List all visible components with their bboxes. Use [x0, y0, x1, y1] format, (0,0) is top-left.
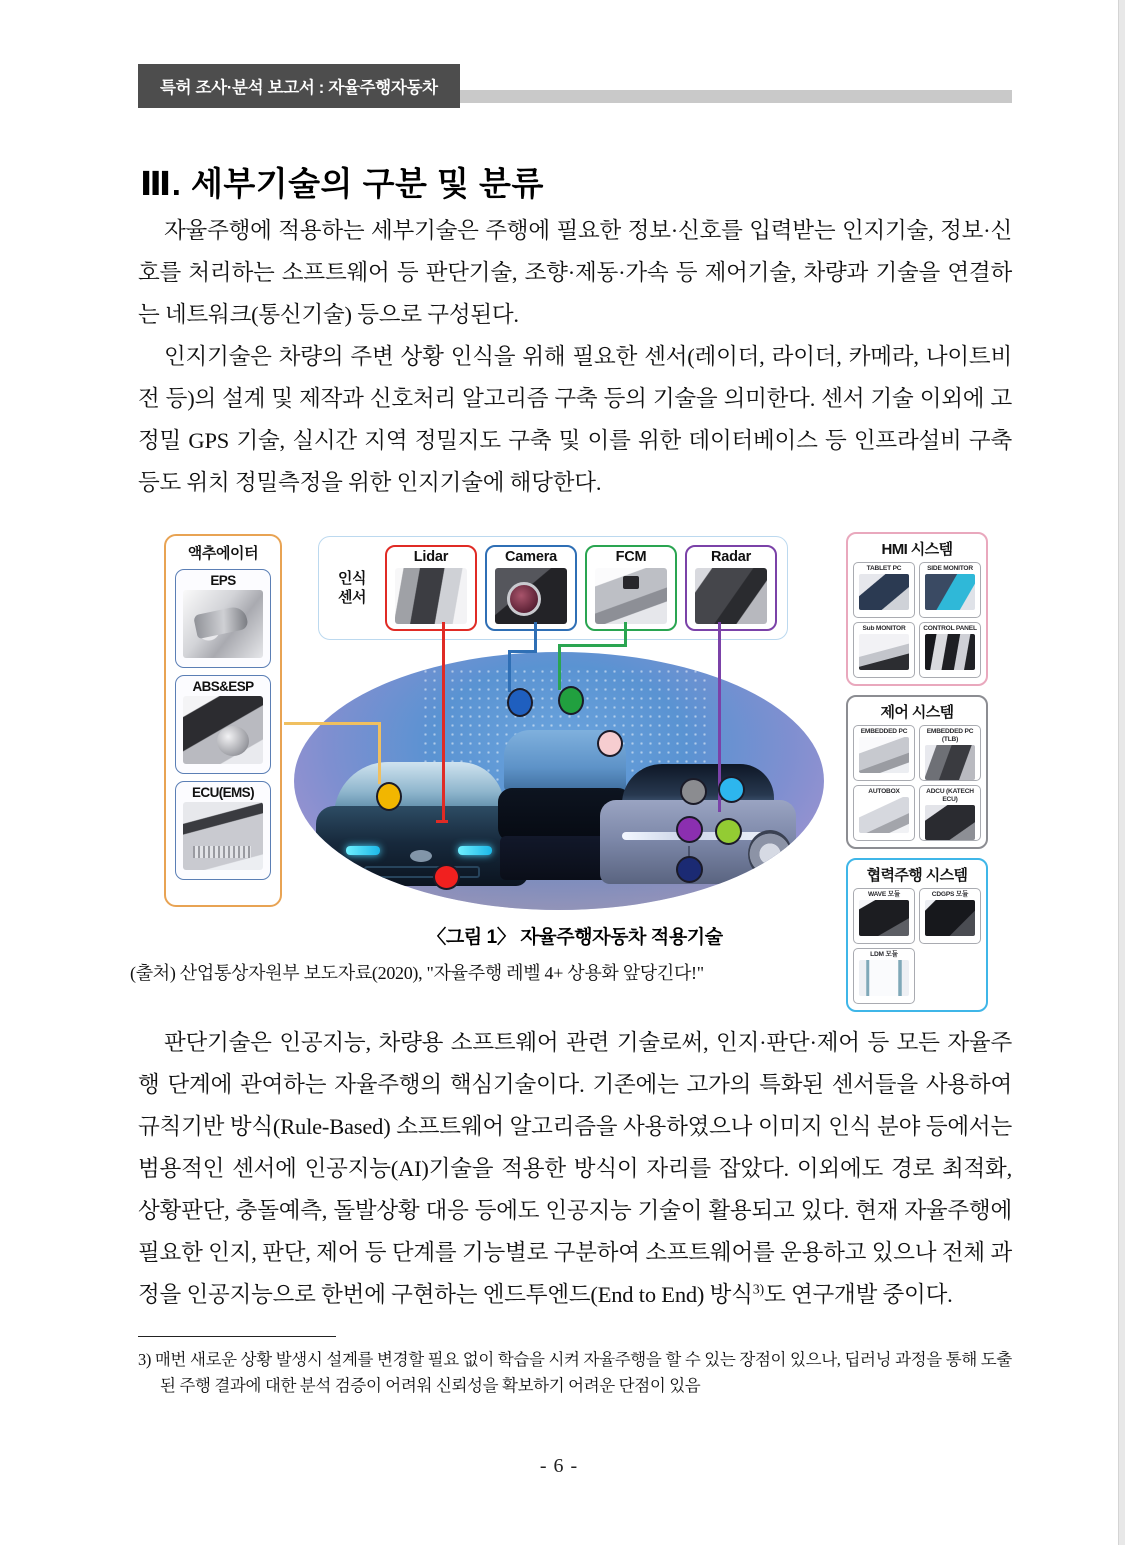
cell-label: AUTOBOX	[868, 788, 900, 795]
cell-label: EMBEDDED PC (TLB)	[926, 728, 974, 743]
sensors-label-line-2: 센서	[338, 589, 366, 606]
figure-1-source: (출처) 산업통상자원부 보도자료(2020), "자율주행 레벨 4+ 상용화 앞당긴다!"	[130, 963, 704, 983]
radar-photo-icon	[695, 568, 767, 624]
ecu-ems-photo-icon	[183, 802, 263, 870]
panel-recognition-sensors-label	[319, 569, 385, 607]
marker-dot-actuator	[376, 782, 402, 811]
marker-dot-fcm	[558, 686, 584, 715]
cell-label: TABLET PC	[866, 565, 902, 572]
panel-hmi-cells	[853, 562, 981, 678]
page-number: - 6 -	[539, 1455, 579, 1477]
eps-photo-icon	[183, 590, 263, 658]
panel-actuator	[164, 534, 282, 907]
fcm-photo-icon	[595, 568, 667, 624]
leader-line-lidar-elbow	[436, 820, 448, 823]
sensor-label: Camera	[505, 549, 557, 565]
control-cell-adcu	[919, 785, 981, 841]
paragraph-3-text-part-1: 판단기술은 인공지능, 차량용 소프트웨어 관련 기술로써, 인지·판단·제어 등 모든 자율주행 단계에 관여하는 자율주행의 핵심기술이다. 기존에는 고가의 특화된 센서들을 사용하여 규칙기반 방식(Rule-Based) 소프트웨어 알고리즘을 사용하였으나 이미지 인식 분야 등에서는 범용적인 센서에 인공지능(AI)기술을 적용한 방식이 자리를 잡았다. 이외에도 경로 최적화, 상황판단, 충돌예측, 돌발상황 대응 등에도 인공지능 기술이 활용되고 있다. 현재 자율주행에 필요한 인지, 판단, 제어 등 단계를 기능별로 구분하여 소프트웨어를 운용하고 있으나 전체 과정을 인공지능으로 한번에 구현하는 엔드투엔드(End to End) 방식	[138, 1030, 1012, 1307]
leader-line-fcm-a	[624, 622, 627, 646]
hmi-cell-tablet-pc	[853, 562, 915, 618]
sedan-grille	[364, 866, 480, 878]
footnote-reference-marker: 3)	[752, 1282, 764, 1298]
hmi-cell-sub-monitor	[853, 622, 915, 678]
control-cell-autobox	[853, 785, 915, 841]
embedded-pc-tlb-photo-icon	[925, 745, 975, 780]
figure-1-caption: 〈그림 1〉 자율주행자동차 적용기술	[427, 927, 723, 948]
cell-label: CONTROL PANEL	[923, 625, 977, 632]
abs-esp-photo-icon	[183, 696, 263, 764]
cell-label: LDM 모듈	[870, 951, 898, 958]
footnote-separator-rule	[138, 1336, 336, 1337]
cell-label: SIDE MONITOR	[927, 565, 973, 572]
panel-hmi-system	[846, 532, 988, 686]
paragraph-2: 인지기술은 차량의 주변 상황 인식을 위해 필요한 센서(레이더, 라이더, 카메라, 나이트비전 등)의 설계 및 제작과 신호처리 알고리즘 구축 등의 기술을 의미한다. 센서 기술 이외에 고정밀 GPS 기술, 실시간 지역 정밀지도 구축 및 이를 위한 데이터베이스 등 인프라설비 구축 등도 위치 정밀측정을 위한 인지기술에 해당한다.	[138, 344, 1012, 495]
sedan-emblem-icon	[410, 850, 432, 862]
body-text-block-top	[138, 210, 1012, 504]
hmi-cell-control-panel	[919, 622, 981, 678]
running-header	[138, 64, 1012, 108]
sensor-box-fcm	[585, 545, 677, 631]
side-monitor-photo-icon	[925, 574, 975, 610]
paragraph-3	[138, 1022, 1012, 1316]
marker-dot-radar-lime	[715, 818, 742, 845]
sensor-box-lidar	[385, 545, 477, 631]
adcu-photo-icon	[925, 805, 975, 840]
marker-dot-radar-purple	[676, 816, 703, 843]
embedded-pc-photo-icon	[859, 737, 909, 773]
actuator-item-abs-esp	[175, 675, 271, 774]
leader-line-camera-c	[508, 650, 511, 692]
cell-label: WAVE 모듈	[867, 891, 901, 898]
tablet-pc-photo-icon	[859, 574, 909, 610]
marker-dot-radar-cyan	[718, 776, 745, 803]
leader-line-actuator-b	[378, 722, 381, 784]
autobox-photo-icon	[859, 797, 909, 833]
sensor-box-camera	[485, 545, 577, 631]
sensor-label: Lidar	[413, 549, 449, 565]
control-panel-photo-icon	[925, 634, 975, 670]
sedan-headlight-right	[458, 846, 492, 855]
sedan-headlight-left	[346, 846, 380, 855]
panel-actuator-title: 액추에이터	[187, 545, 259, 562]
lidar-photo-icon	[395, 568, 467, 624]
cell-label: CDGPS 모듈	[931, 891, 969, 898]
sensor-label: Radar	[710, 549, 752, 565]
panel-control-system	[846, 695, 988, 849]
body-text-block-bottom	[138, 1022, 1012, 1316]
sensors-label-line-1: 인식	[338, 570, 366, 587]
control-cell-embedded-pc	[853, 725, 915, 781]
page-edge-strip	[1118, 0, 1125, 1545]
camera-photo-icon	[495, 568, 567, 624]
control-cell-embedded-pc-tlb	[919, 725, 981, 781]
panel-control-cells	[853, 725, 981, 841]
marker-dot-radar-navy	[676, 856, 703, 883]
cell-label: EMBEDDED PC	[860, 728, 908, 735]
suv-wheel	[748, 830, 792, 878]
marker-dot-lidar	[433, 864, 460, 890]
paragraph-3-text-part-2: 도 연구개발 중이다.	[764, 1282, 953, 1307]
actuator-item-ecu-ems	[175, 781, 271, 880]
cell-label: Sub MONITOR	[862, 625, 906, 632]
actuator-item-eps	[175, 569, 271, 668]
figure-1	[130, 522, 1012, 992]
running-header-title: 특허 조사·분석 보고서 : 자율주행자동차	[160, 79, 438, 97]
actuator-item-label: ABS&ESP	[192, 679, 254, 694]
leader-line-fcm-b	[558, 644, 627, 647]
footnote-3-text: 3) 매번 새로운 상황 발생시 설계를 변경할 필요 없이 학습을 시켜 자율주행을 할 수 있는 장점이 있으나, 딥러닝 과정을 통해 도출된 주행 결과에 대한 분석 검증이 어려워 신뢰성을 확보하기 어려운 단점이 있음	[138, 1350, 1012, 1395]
section-title: Ⅲ. 세부기술의 구분 및 분류	[140, 165, 544, 203]
hmi-cell-side-monitor	[919, 562, 981, 618]
leader-line-lidar	[442, 622, 445, 822]
marker-dot-camera	[507, 688, 533, 717]
leader-line-camera-a	[534, 622, 537, 652]
panel-control-title: 제어 시스템	[880, 704, 954, 721]
marker-dot-hmi	[597, 730, 623, 757]
running-header-tab	[138, 64, 460, 108]
leader-line-fcm-c	[558, 644, 561, 690]
paragraph-1: 자율주행에 적용하는 세부기술은 주행에 필요한 정보·신호를 입력받는 인지기술, 정보·신호를 처리하는 소프트웨어 등 판단기술, 조향·제동·가속 등 제어기술, 차량과 기술을 연결하는 네트워크(통신기술) 등으로 구성된다.	[138, 218, 1012, 327]
actuator-item-label: ECU(EMS)	[192, 785, 254, 800]
sensor-label: FCM	[615, 549, 647, 565]
marker-dot-radar-gray	[680, 778, 707, 805]
actuator-item-label: EPS	[210, 573, 236, 588]
panel-hmi-title: HMI 시스템	[881, 541, 953, 558]
leader-line-camera-b	[508, 650, 537, 653]
figure-scene-ellipse	[294, 652, 824, 910]
panel-cooperative-title: 협력주행 시스템	[866, 867, 968, 884]
sensor-box-radar	[685, 545, 777, 631]
cell-label: ADCU (KATECH ECU)	[926, 788, 974, 803]
sub-monitor-photo-icon	[859, 634, 909, 670]
leader-line-actuator-a	[284, 722, 380, 725]
footnote-area	[138, 1336, 1012, 1399]
